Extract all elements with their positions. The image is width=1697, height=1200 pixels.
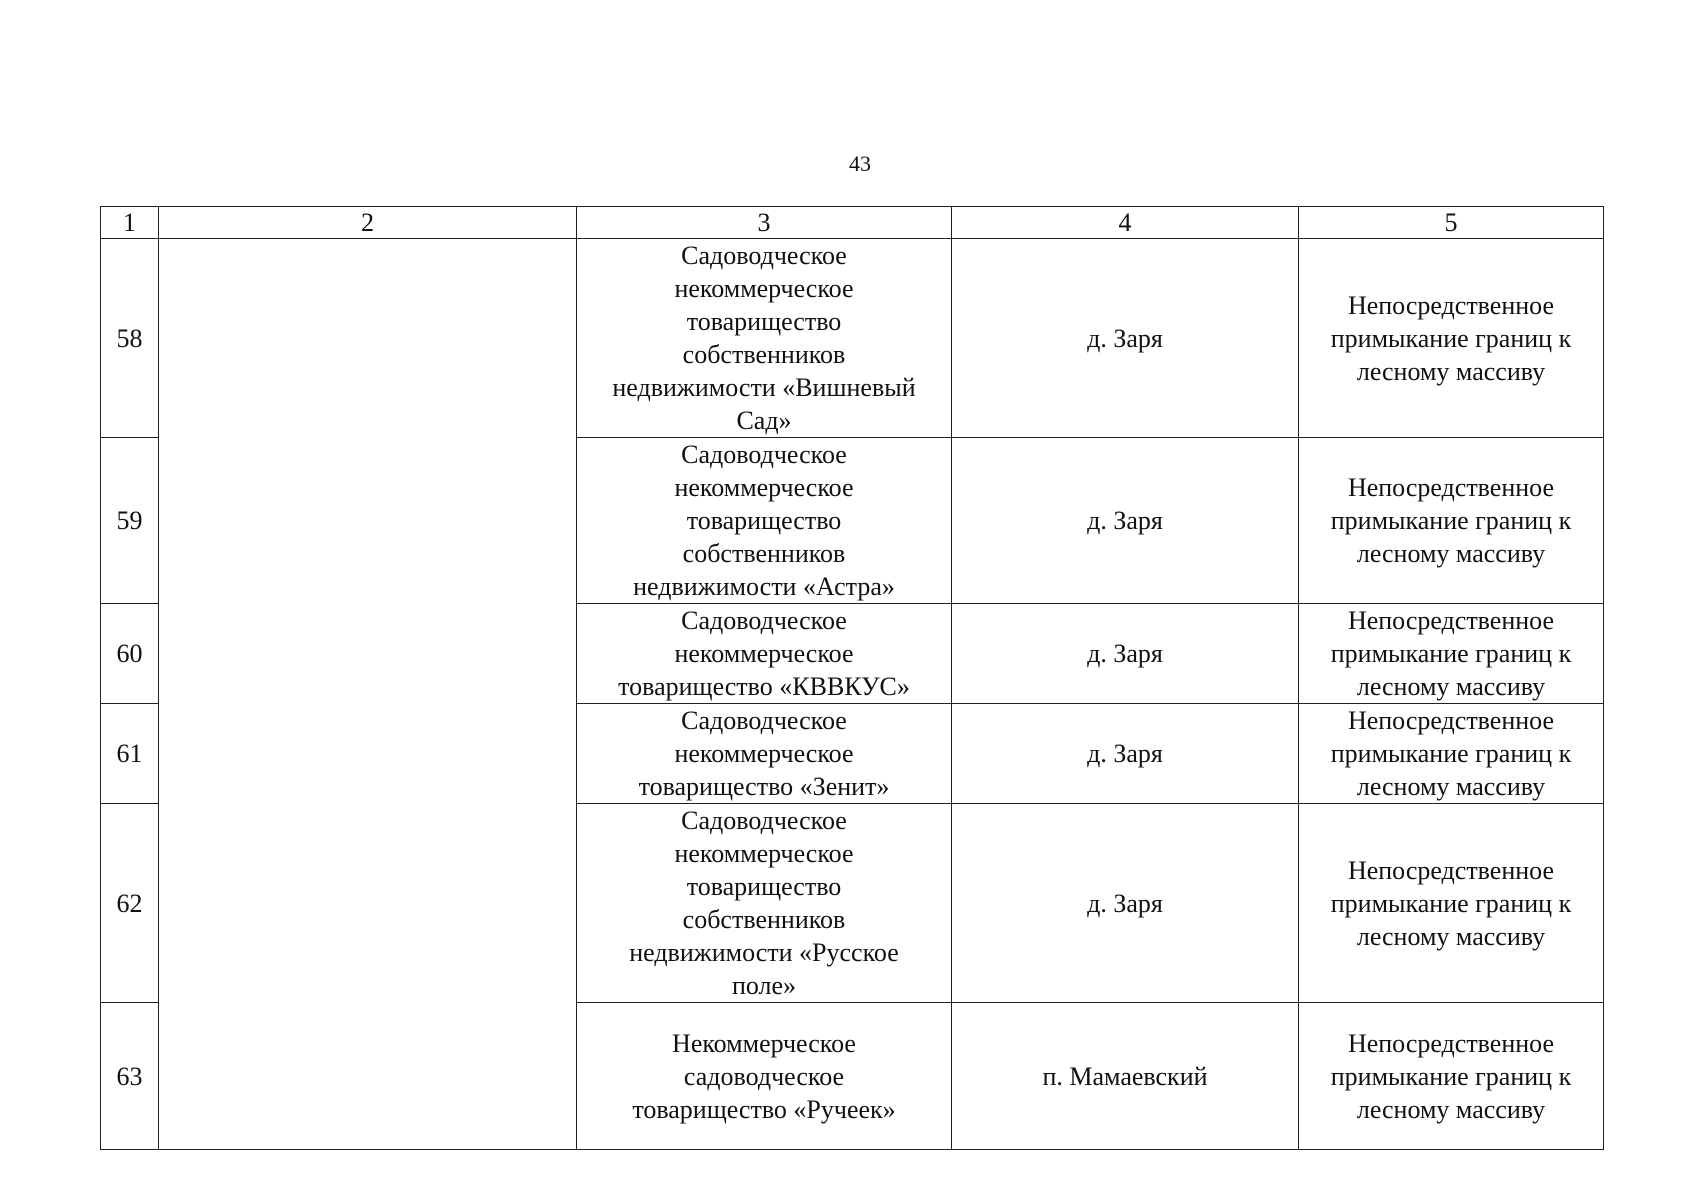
- reason-line: лесному массиву: [1356, 672, 1546, 701]
- column-2-merged-cell: [159, 239, 577, 1150]
- name-line: товарищество «Ручеек»: [632, 1094, 896, 1124]
- reason-line: Непосредственное: [1347, 473, 1555, 502]
- locality-cell: д. Заря: [952, 239, 1299, 438]
- locality-cell: п. Мамаевский: [952, 1003, 1299, 1150]
- locality-cell: д. Заря: [952, 804, 1299, 1003]
- name-line: недвижимости «Русское: [629, 938, 899, 967]
- reason-line: лесному массиву: [1356, 356, 1546, 386]
- organization-name-cell: [577, 804, 952, 1003]
- column-header-1: 1: [101, 207, 159, 239]
- name-line: товарищество «Зенит»: [638, 772, 890, 801]
- name-line: Садоводческое: [681, 440, 847, 469]
- reason-cell: [1299, 604, 1604, 704]
- row-number: 63: [101, 1003, 159, 1150]
- reason-cell: [1299, 239, 1604, 438]
- reason-cell: [1299, 704, 1604, 804]
- reason-line: примыкание границ к: [1330, 506, 1572, 535]
- organization-name-cell: [577, 438, 952, 604]
- reason-line: лесному массиву: [1356, 539, 1546, 568]
- column-header-2: 2: [159, 207, 577, 239]
- reason-line: Непосредственное: [1347, 606, 1555, 635]
- name-line: собственников: [682, 905, 846, 934]
- reason-line: Непосредственное: [1347, 1028, 1555, 1058]
- name-line: некоммерческое: [674, 839, 854, 868]
- name-line: Сад»: [736, 406, 792, 435]
- page-number: 43: [849, 151, 871, 176]
- reason-cell: [1299, 804, 1604, 1003]
- name-line: некоммерческое: [674, 473, 854, 502]
- reason-cell: [1299, 438, 1604, 604]
- name-line: Садоводческое: [681, 606, 847, 635]
- reason-line: примыкание границ к: [1330, 739, 1572, 768]
- reason-line: примыкание границ к: [1330, 639, 1572, 668]
- reason-line: примыкание границ к: [1330, 323, 1572, 353]
- reason-line: лесному массиву: [1356, 1094, 1546, 1124]
- locality-cell: д. Заря: [952, 704, 1299, 804]
- organization-name-cell: [577, 604, 952, 704]
- reason-cell: [1299, 1003, 1604, 1150]
- name-line: Садоводческое: [681, 241, 847, 270]
- reason-line: примыкание границ к: [1330, 1061, 1572, 1091]
- document-table: [100, 206, 1604, 1150]
- table-row: [101, 239, 1604, 438]
- column-header-5: 5: [1299, 207, 1604, 239]
- name-line: собственников: [682, 539, 846, 568]
- name-line: товарищество: [686, 506, 842, 535]
- name-line: некоммерческое: [674, 274, 854, 303]
- name-line: некоммерческое: [674, 639, 854, 668]
- name-line: поле»: [731, 971, 797, 1000]
- name-line: товарищество «КВВКУС»: [618, 672, 910, 701]
- name-line: собственников: [682, 340, 846, 369]
- column-header-3: 3: [577, 207, 952, 239]
- reason-line: Непосредственное: [1347, 290, 1555, 320]
- reason-line: лесному массиву: [1356, 921, 1546, 951]
- name-line: некоммерческое: [674, 739, 854, 768]
- organization-name-cell: [577, 1003, 952, 1150]
- reason-line: примыкание границ к: [1330, 888, 1572, 918]
- row-number: 62: [101, 804, 159, 1003]
- name-line: недвижимости «Астра»: [633, 572, 895, 601]
- locality-cell: д. Заря: [952, 604, 1299, 704]
- name-line: Некоммерческое: [672, 1028, 856, 1058]
- name-line: Садоводческое: [681, 706, 847, 735]
- reason-line: лесному массиву: [1356, 772, 1546, 801]
- reason-line: Непосредственное: [1347, 706, 1555, 735]
- locality-cell: д. Заря: [952, 438, 1299, 604]
- organization-name-cell: [577, 704, 952, 804]
- column-header-4: 4: [952, 207, 1299, 239]
- row-number: 58: [101, 239, 159, 438]
- name-line: товарищество: [686, 307, 842, 336]
- row-number: 60: [101, 604, 159, 704]
- row-number: 59: [101, 438, 159, 604]
- name-line: садоводческое: [683, 1061, 845, 1091]
- organization-name-cell: [577, 239, 952, 438]
- name-line: товарищество: [686, 872, 842, 901]
- row-number: 61: [101, 704, 159, 804]
- name-line: недвижимости «Вишневый: [612, 373, 916, 402]
- table-header-row: [101, 207, 1604, 239]
- reason-line: Непосредственное: [1347, 855, 1555, 885]
- name-line: Садоводческое: [681, 806, 847, 835]
